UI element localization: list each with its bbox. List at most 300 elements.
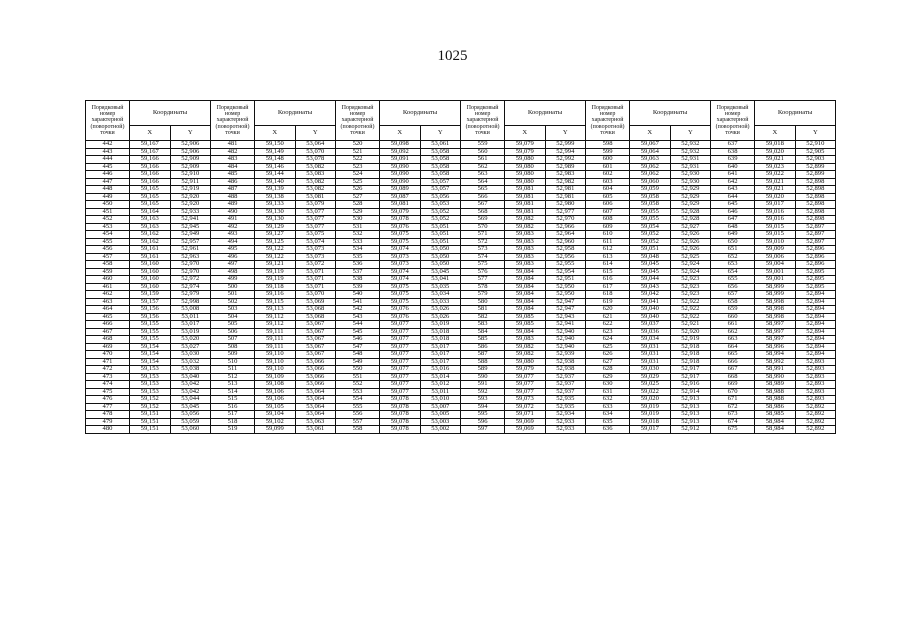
table-row xyxy=(86,418,836,426)
y-value-cell: 53,050 xyxy=(420,246,461,254)
table-row xyxy=(86,381,836,389)
x-value-cell: 59,078 xyxy=(380,411,421,419)
point-number-cell: 598 xyxy=(586,141,630,149)
table-row xyxy=(86,328,836,336)
table-row xyxy=(86,366,836,374)
y-value-cell: 52,983 xyxy=(545,171,586,179)
point-number-cell: 610 xyxy=(586,231,630,239)
x-value-cell: 59,111 xyxy=(255,328,296,336)
point-number-cell: 539 xyxy=(336,283,380,291)
x-value-cell: 58,999 xyxy=(755,283,796,291)
x-value-cell: 58,985 xyxy=(755,411,796,419)
point-number-cell: 665 xyxy=(711,351,755,359)
x-value-cell: 59,167 xyxy=(130,141,171,149)
point-number-cell: 644 xyxy=(711,193,755,201)
x-value-cell: 59,021 xyxy=(755,178,796,186)
point-number-cell: 462 xyxy=(86,291,130,299)
y-value-cell: 53,064 xyxy=(295,396,336,404)
point-number-cell: 664 xyxy=(711,343,755,351)
y-value-cell: 53,067 xyxy=(295,351,336,359)
y-value-cell: 53,067 xyxy=(295,328,336,336)
y-value-cell: 52,932 xyxy=(670,148,711,156)
y-value-cell: 53,019 xyxy=(420,321,461,329)
point-number-cell: 637 xyxy=(711,141,755,149)
y-value-cell: 53,073 xyxy=(295,253,336,261)
point-number-cell: 653 xyxy=(711,261,755,269)
point-number-cell: 578 xyxy=(461,283,505,291)
x-value-cell: 59,030 xyxy=(630,366,671,374)
x-value-cell: 59,138 xyxy=(255,193,296,201)
point-number-cell: 650 xyxy=(711,238,755,246)
point-number-cell: 596 xyxy=(461,418,505,426)
x-value-cell: 59,153 xyxy=(130,388,171,396)
x-value-cell: 59,154 xyxy=(130,351,171,359)
y-value-cell: 53,035 xyxy=(420,283,461,291)
x-column-header: X xyxy=(380,126,421,141)
point-number-cell: 494 xyxy=(211,238,255,246)
x-value-cell: 59,077 xyxy=(380,373,421,381)
x-value-cell: 59,048 xyxy=(630,253,671,261)
point-number-cell: 656 xyxy=(711,283,755,291)
point-number-cell: 548 xyxy=(336,351,380,359)
x-value-cell: 59,015 xyxy=(755,231,796,239)
y-value-cell: 52,941 xyxy=(170,216,211,224)
x-value-cell: 59,079 xyxy=(505,148,546,156)
index-column-header: Порядковый номер характерной (поворотной) точки xyxy=(86,101,130,141)
y-value-cell: 52,974 xyxy=(170,283,211,291)
y-value-cell: 53,060 xyxy=(170,426,211,434)
y-value-cell: 53,050 xyxy=(420,253,461,261)
y-value-cell: 52,903 xyxy=(795,156,836,164)
y-value-cell: 53,051 xyxy=(420,223,461,231)
point-number-cell: 564 xyxy=(461,178,505,186)
x-value-cell: 59,159 xyxy=(130,291,171,299)
x-value-cell: 59,084 xyxy=(505,268,546,276)
x-value-cell: 59,152 xyxy=(130,396,171,404)
x-value-cell: 59,092 xyxy=(380,148,421,156)
x-value-cell: 59,110 xyxy=(255,351,296,359)
point-number-cell: 543 xyxy=(336,313,380,321)
y-value-cell: 52,980 xyxy=(545,201,586,209)
point-number-cell: 518 xyxy=(211,418,255,426)
x-value-cell: 59,062 xyxy=(630,171,671,179)
y-value-cell: 52,894 xyxy=(795,336,836,344)
x-value-cell: 59,102 xyxy=(255,418,296,426)
y-value-cell: 52,920 xyxy=(170,193,211,201)
x-value-cell: 59,073 xyxy=(505,396,546,404)
point-number-cell: 544 xyxy=(336,321,380,329)
y-value-cell: 52,970 xyxy=(170,261,211,269)
table-row xyxy=(86,193,836,201)
point-number-cell: 604 xyxy=(586,186,630,194)
x-value-cell: 59,044 xyxy=(630,276,671,284)
point-number-cell: 514 xyxy=(211,388,255,396)
x-value-cell: 59,090 xyxy=(380,178,421,186)
x-value-cell: 59,160 xyxy=(130,276,171,284)
point-number-cell: 605 xyxy=(586,193,630,201)
y-value-cell: 52,947 xyxy=(545,298,586,306)
y-value-cell: 53,018 xyxy=(420,336,461,344)
point-number-cell: 459 xyxy=(86,268,130,276)
y-value-cell: 53,077 xyxy=(295,216,336,224)
y-column-header: Y xyxy=(170,126,211,141)
y-value-cell: 52,922 xyxy=(670,313,711,321)
x-value-cell: 59,080 xyxy=(505,358,546,366)
x-value-cell: 58,998 xyxy=(755,306,796,314)
x-value-cell: 59,155 xyxy=(130,328,171,336)
x-value-cell: 58,988 xyxy=(755,388,796,396)
point-number-cell: 510 xyxy=(211,358,255,366)
point-number-cell: 529 xyxy=(336,208,380,216)
y-value-cell: 53,070 xyxy=(295,291,336,299)
x-value-cell: 59,009 xyxy=(755,246,796,254)
y-value-cell: 52,989 xyxy=(545,163,586,171)
x-column-header: X xyxy=(130,126,171,141)
point-number-cell: 534 xyxy=(336,246,380,254)
point-number-cell: 646 xyxy=(711,208,755,216)
y-value-cell: 53,052 xyxy=(420,216,461,224)
y-value-cell: 53,010 xyxy=(420,396,461,404)
point-number-cell: 655 xyxy=(711,276,755,284)
point-number-cell: 496 xyxy=(211,253,255,261)
point-number-cell: 591 xyxy=(461,381,505,389)
x-value-cell: 59,166 xyxy=(130,171,171,179)
y-value-cell: 53,067 xyxy=(295,321,336,329)
x-value-cell: 59,165 xyxy=(130,201,171,209)
y-value-cell: 52,893 xyxy=(795,396,836,404)
x-value-cell: 59,083 xyxy=(505,336,546,344)
x-value-cell: 59,004 xyxy=(755,261,796,269)
point-number-cell: 590 xyxy=(461,373,505,381)
table-row xyxy=(86,141,836,149)
x-value-cell: 59,112 xyxy=(255,313,296,321)
point-number-cell: 523 xyxy=(336,163,380,171)
point-number-cell: 525 xyxy=(336,178,380,186)
x-value-cell: 59,081 xyxy=(380,201,421,209)
table-row xyxy=(86,396,836,404)
x-value-cell: 59,099 xyxy=(255,426,296,434)
x-value-cell: 59,119 xyxy=(255,276,296,284)
y-value-cell: 52,923 xyxy=(670,283,711,291)
y-value-cell: 53,077 xyxy=(295,208,336,216)
x-value-cell: 58,997 xyxy=(755,321,796,329)
y-value-cell: 52,894 xyxy=(795,291,836,299)
point-number-cell: 672 xyxy=(711,403,755,411)
y-value-cell: 53,040 xyxy=(170,373,211,381)
table-row xyxy=(86,351,836,359)
y-value-cell: 52,895 xyxy=(795,283,836,291)
x-value-cell: 59,146 xyxy=(255,163,296,171)
point-number-cell: 668 xyxy=(711,373,755,381)
point-number-cell: 452 xyxy=(86,216,130,224)
point-number-cell: 574 xyxy=(461,253,505,261)
y-value-cell: 52,929 xyxy=(670,186,711,194)
point-number-cell: 483 xyxy=(211,156,255,164)
point-number-cell: 502 xyxy=(211,298,255,306)
x-value-cell: 59,106 xyxy=(255,388,296,396)
x-value-cell: 59,167 xyxy=(130,148,171,156)
y-value-cell: 53,003 xyxy=(420,418,461,426)
x-value-cell: 59,084 xyxy=(505,306,546,314)
point-number-cell: 594 xyxy=(461,403,505,411)
point-number-cell: 524 xyxy=(336,171,380,179)
table-header xyxy=(86,101,836,141)
x-value-cell: 59,140 xyxy=(255,178,296,186)
y-value-cell: 53,014 xyxy=(420,373,461,381)
x-value-cell: 59,018 xyxy=(755,141,796,149)
point-number-cell: 497 xyxy=(211,261,255,269)
y-value-cell: 52,894 xyxy=(795,313,836,321)
point-number-cell: 638 xyxy=(711,148,755,156)
point-number-cell: 651 xyxy=(711,246,755,254)
y-value-cell: 52,934 xyxy=(545,411,586,419)
x-value-cell: 59,063 xyxy=(630,156,671,164)
point-number-cell: 501 xyxy=(211,291,255,299)
y-value-cell: 53,016 xyxy=(420,366,461,374)
y-value-cell: 53,053 xyxy=(420,201,461,209)
point-number-cell: 568 xyxy=(461,208,505,216)
x-value-cell: 59,001 xyxy=(755,276,796,284)
index-column-header: Порядковый номер характерной (поворотной) точки xyxy=(461,101,505,141)
x-value-cell: 59,108 xyxy=(255,381,296,389)
point-number-cell: 579 xyxy=(461,291,505,299)
point-number-cell: 522 xyxy=(336,156,380,164)
x-value-cell: 59,074 xyxy=(380,276,421,284)
point-number-cell: 634 xyxy=(586,411,630,419)
y-value-cell: 52,923 xyxy=(670,276,711,284)
x-value-cell: 59,073 xyxy=(380,261,421,269)
x-value-cell: 59,122 xyxy=(255,246,296,254)
x-value-cell: 59,084 xyxy=(505,283,546,291)
x-value-cell: 59,080 xyxy=(505,163,546,171)
y-value-cell: 52,963 xyxy=(170,253,211,261)
y-value-cell: 52,910 xyxy=(795,141,836,149)
y-value-cell: 52,913 xyxy=(670,396,711,404)
y-value-cell: 53,058 xyxy=(420,148,461,156)
y-value-cell: 53,059 xyxy=(170,418,211,426)
point-number-cell: 480 xyxy=(86,426,130,434)
y-value-cell: 53,064 xyxy=(295,141,336,149)
y-value-cell: 52,966 xyxy=(545,223,586,231)
point-number-cell: 674 xyxy=(711,418,755,426)
y-value-cell: 53,082 xyxy=(295,178,336,186)
y-value-cell: 52,926 xyxy=(670,238,711,246)
x-value-cell: 59,130 xyxy=(255,216,296,224)
y-value-cell: 52,981 xyxy=(545,193,586,201)
x-value-cell: 59,069 xyxy=(505,418,546,426)
y-value-cell: 52,923 xyxy=(670,291,711,299)
point-number-cell: 506 xyxy=(211,328,255,336)
point-number-cell: 550 xyxy=(336,366,380,374)
x-value-cell: 59,059 xyxy=(630,186,671,194)
point-number-cell: 500 xyxy=(211,283,255,291)
x-value-cell: 59,082 xyxy=(505,223,546,231)
x-value-cell: 59,078 xyxy=(380,216,421,224)
x-value-cell: 59,152 xyxy=(130,403,171,411)
x-value-cell: 59,077 xyxy=(505,388,546,396)
point-number-cell: 553 xyxy=(336,388,380,396)
y-value-cell: 52,940 xyxy=(545,328,586,336)
point-number-cell: 468 xyxy=(86,336,130,344)
x-value-cell: 59,031 xyxy=(630,351,671,359)
point-number-cell: 471 xyxy=(86,358,130,366)
y-value-cell: 52,913 xyxy=(670,418,711,426)
point-number-cell: 673 xyxy=(711,411,755,419)
y-value-cell: 53,071 xyxy=(295,276,336,284)
table-row xyxy=(86,336,836,344)
y-value-cell: 53,007 xyxy=(420,403,461,411)
x-value-cell: 59,075 xyxy=(380,291,421,299)
y-value-cell: 52,979 xyxy=(170,291,211,299)
y-value-cell: 52,947 xyxy=(545,306,586,314)
point-number-cell: 547 xyxy=(336,343,380,351)
point-number-cell: 481 xyxy=(211,141,255,149)
x-value-cell: 59,078 xyxy=(380,403,421,411)
y-value-cell: 52,954 xyxy=(545,268,586,276)
point-number-cell: 449 xyxy=(86,193,130,201)
y-value-cell: 52,958 xyxy=(545,246,586,254)
point-number-cell: 666 xyxy=(711,358,755,366)
point-number-cell: 629 xyxy=(586,373,630,381)
x-value-cell: 59,040 xyxy=(630,313,671,321)
x-value-cell: 59,156 xyxy=(130,306,171,314)
point-number-cell: 572 xyxy=(461,238,505,246)
x-value-cell: 58,989 xyxy=(755,381,796,389)
y-value-cell: 53,045 xyxy=(420,268,461,276)
point-number-cell: 586 xyxy=(461,343,505,351)
point-number-cell: 649 xyxy=(711,231,755,239)
x-value-cell: 58,990 xyxy=(755,373,796,381)
y-value-cell: 53,077 xyxy=(295,223,336,231)
point-number-cell: 566 xyxy=(461,193,505,201)
x-value-cell: 59,155 xyxy=(130,336,171,344)
y-value-cell: 52,998 xyxy=(170,298,211,306)
x-value-cell: 59,064 xyxy=(630,148,671,156)
point-number-cell: 491 xyxy=(211,216,255,224)
point-number-cell: 535 xyxy=(336,253,380,261)
point-number-cell: 612 xyxy=(586,246,630,254)
point-number-cell: 482 xyxy=(211,148,255,156)
y-value-cell: 53,061 xyxy=(295,426,336,434)
x-value-cell: 59,078 xyxy=(380,426,421,434)
y-value-cell: 52,893 xyxy=(795,381,836,389)
y-value-cell: 53,081 xyxy=(295,193,336,201)
y-value-cell: 52,896 xyxy=(795,246,836,254)
point-number-cell: 509 xyxy=(211,351,255,359)
x-value-cell: 59,077 xyxy=(380,328,421,336)
x-value-cell: 59,085 xyxy=(505,321,546,329)
y-column-header: Y xyxy=(545,126,586,141)
point-number-cell: 508 xyxy=(211,343,255,351)
x-value-cell: 59,019 xyxy=(630,411,671,419)
x-value-cell: 58,992 xyxy=(755,358,796,366)
y-value-cell: 52,933 xyxy=(545,426,586,434)
x-value-cell: 58,991 xyxy=(755,366,796,374)
table-row xyxy=(86,261,836,269)
y-value-cell: 53,012 xyxy=(420,381,461,389)
point-number-cell: 592 xyxy=(461,388,505,396)
y-value-cell: 52,922 xyxy=(670,306,711,314)
table-body xyxy=(86,141,836,434)
x-value-cell: 59,077 xyxy=(380,381,421,389)
table-row xyxy=(86,321,836,329)
y-value-cell: 52,961 xyxy=(170,246,211,254)
point-number-cell: 631 xyxy=(586,388,630,396)
y-value-cell: 52,917 xyxy=(670,366,711,374)
y-value-cell: 53,082 xyxy=(295,186,336,194)
table-row xyxy=(86,178,836,186)
point-number-cell: 530 xyxy=(336,216,380,224)
y-value-cell: 52,918 xyxy=(670,351,711,359)
point-number-cell: 585 xyxy=(461,336,505,344)
point-number-cell: 584 xyxy=(461,328,505,336)
x-value-cell: 59,111 xyxy=(255,336,296,344)
point-number-cell: 575 xyxy=(461,261,505,269)
x-value-cell: 59,034 xyxy=(630,336,671,344)
table-row xyxy=(86,358,836,366)
y-value-cell: 52,929 xyxy=(670,193,711,201)
y-value-cell: 52,919 xyxy=(670,336,711,344)
y-value-cell: 53,027 xyxy=(170,343,211,351)
point-number-cell: 615 xyxy=(586,268,630,276)
point-number-cell: 445 xyxy=(86,163,130,171)
point-number-cell: 555 xyxy=(336,403,380,411)
point-number-cell: 558 xyxy=(336,426,380,434)
x-value-cell: 59,077 xyxy=(380,351,421,359)
y-value-cell: 53,061 xyxy=(420,141,461,149)
y-value-cell: 53,066 xyxy=(295,381,336,389)
y-value-cell: 53,075 xyxy=(295,231,336,239)
point-number-cell: 499 xyxy=(211,276,255,284)
x-value-cell: 58,998 xyxy=(755,298,796,306)
y-value-cell: 52,895 xyxy=(795,268,836,276)
y-value-cell: 53,051 xyxy=(420,238,461,246)
x-value-cell: 59,020 xyxy=(755,193,796,201)
point-number-cell: 533 xyxy=(336,238,380,246)
y-value-cell: 53,050 xyxy=(420,261,461,269)
point-number-cell: 520 xyxy=(336,141,380,149)
table-row xyxy=(86,171,836,179)
coordinates-column-header: Координаты xyxy=(505,101,586,126)
y-value-cell: 52,920 xyxy=(170,201,211,209)
coordinates-column-header: Координаты xyxy=(380,101,461,126)
point-number-cell: 545 xyxy=(336,328,380,336)
x-value-cell: 59,121 xyxy=(255,261,296,269)
y-value-cell: 53,042 xyxy=(170,388,211,396)
y-value-cell: 52,928 xyxy=(670,208,711,216)
point-number-cell: 662 xyxy=(711,328,755,336)
point-number-cell: 478 xyxy=(86,411,130,419)
y-value-cell: 53,066 xyxy=(295,366,336,374)
y-value-cell: 52,897 xyxy=(795,231,836,239)
x-value-cell: 59,075 xyxy=(380,283,421,291)
x-value-cell: 59,075 xyxy=(380,231,421,239)
point-number-cell: 507 xyxy=(211,336,255,344)
index-column-header: Порядковый номер характерной (поворотной) точки xyxy=(586,101,630,141)
x-value-cell: 59,115 xyxy=(255,298,296,306)
y-value-cell: 53,057 xyxy=(420,186,461,194)
x-value-cell: 59,031 xyxy=(630,358,671,366)
x-value-cell: 59,080 xyxy=(505,156,546,164)
x-value-cell: 59,153 xyxy=(130,373,171,381)
y-value-cell: 52,898 xyxy=(795,193,836,201)
point-number-cell: 671 xyxy=(711,396,755,404)
point-number-cell: 444 xyxy=(86,156,130,164)
y-value-cell: 52,943 xyxy=(545,313,586,321)
point-number-cell: 487 xyxy=(211,186,255,194)
y-value-cell: 52,894 xyxy=(795,298,836,306)
y-value-cell: 52,909 xyxy=(170,156,211,164)
